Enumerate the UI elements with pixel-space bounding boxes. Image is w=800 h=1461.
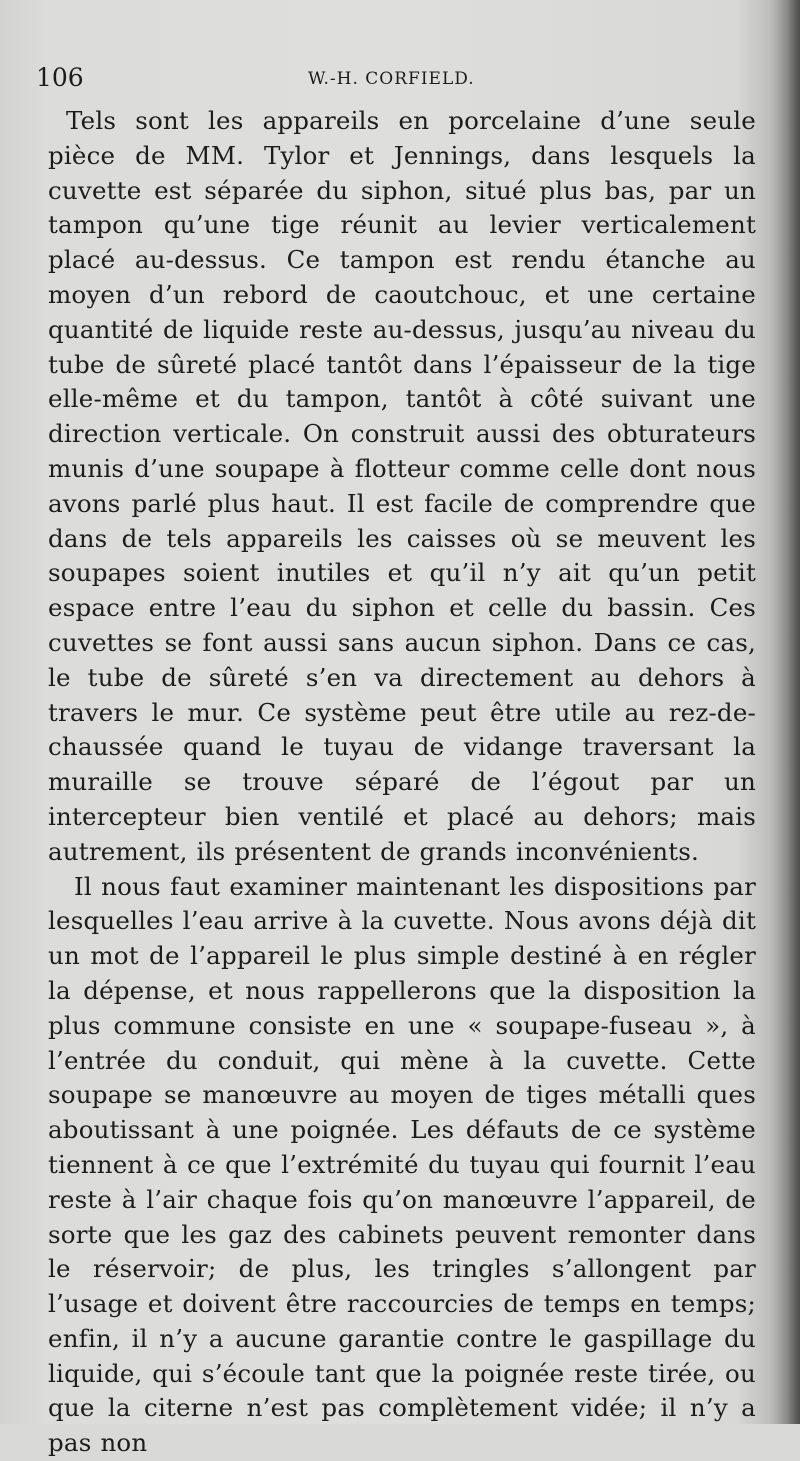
- running-head: W.-H. CORFIELD.: [308, 69, 475, 89]
- page-header: [36, 62, 756, 94]
- page-number: 106: [36, 63, 84, 92]
- paragraph-1: Tels sont les appareils en porcelaine d’une seule pièce de MM. Tylor et Jennings, dans lesquels la cuvette est séparée du siphon, situé plus bas, par un tampon qu’une tige réunit au levier verticalement placé au-dessus. Ce tampon est rendu étanche au moyen d’un rebord de caoutchouc, et une certaine quantité de liquide reste au-dessus, jusqu’au niveau du tube de sûreté placé tantôt dans l’épaisseur de la tige elle-même et du tampon, tantôt à côté suivant une direction verticale. On construit aussi des obturateurs munis d’une soupape à flotteur comme celle dont nous avons parlé plus haut. Il est facile de comprendre que dans de tels appareils les caisses où se meuvent les soupapes soient inutiles et qu’il n’y ait qu’un petit espace entre l’eau du siphon et celle du bassin. Ces cuvettes se font aussi sans aucun siphon. Dans ce cas, le tube de sûreté s’en va directement au dehors à travers le mur. Ce système peut être utile au rez-de-chaussée quand le tuyau de vidange traversant la muraille se trouve séparé de l’égout par un intercepteur bien ventilé et placé au dehors; mais autrement, ils présentent de grands inconvénients.: [48, 106, 756, 866]
- page-edge-shadow: [770, 0, 800, 1424]
- paragraph-2: Il nous faut examiner maintenant les dispositions par lesquelles l’eau arrive à la cuvette. Nous avons déjà dit un mot de l’appareil le plus simple destiné à en régler la dépense, et nous rappellerons que la disposition la plus commune consiste en une « soupape-fuseau », à l’entrée du conduit, qui mène à la cuvette. Cette soupape se manœuvre au moyen de tiges métalli ques aboutissant à une poignée. Les défauts de ce système tiennent à ce que l’extrémité du tuyau qui fournit l’eau reste à l’air chaque fois qu’on manœuvre l’appareil, de sorte que les gaz des cabinets peuvent remonter dans le réservoir; de plus, les tringles s’allongent par l’usage et doivent être raccourcies de temps en temps; enfin, il n’y a aucune garantie contre le gaspillage du liquide, qui s’écoule tant que la poignée reste tirée, ou que la citerne n’est pas complètement vidée; il n’y a pas non: [48, 871, 756, 1458]
- body-text: [48, 104, 756, 1461]
